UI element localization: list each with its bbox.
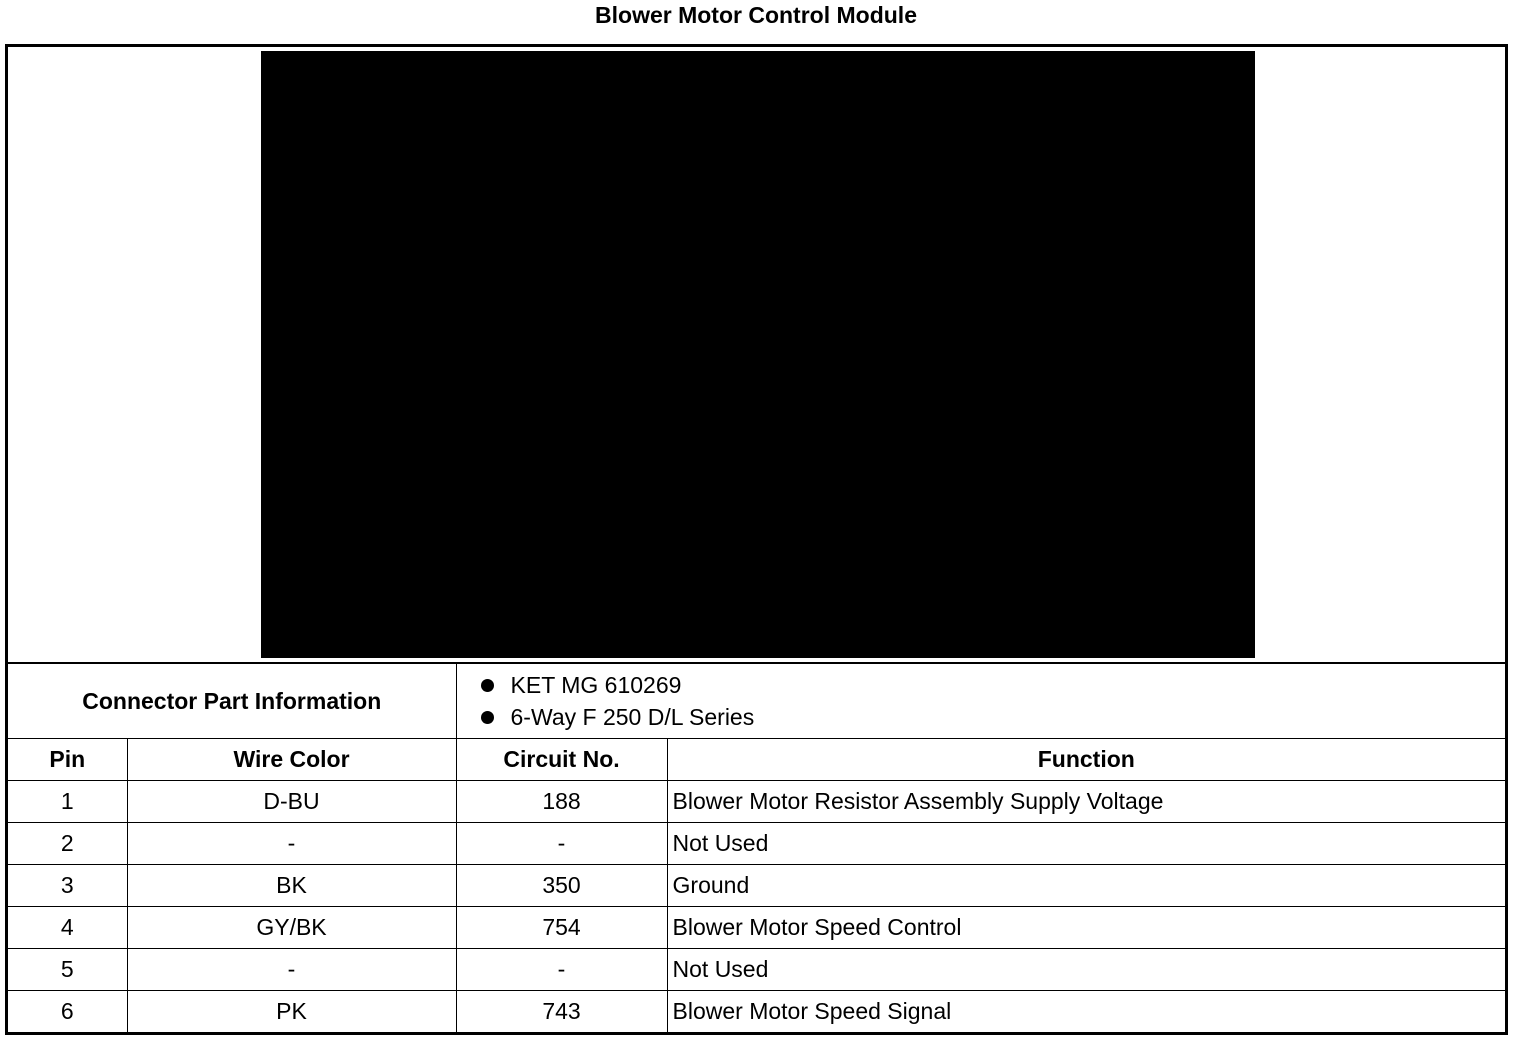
header-pin: Pin <box>8 739 127 781</box>
connector-part-info-text: KET MG 610269 <box>510 672 682 698</box>
pin-cell: 2 <box>8 823 127 865</box>
pin-cell: 3 <box>8 865 127 907</box>
circuit-no-cell: 743 <box>456 991 667 1033</box>
header-wire-color: Wire Color <box>127 739 456 781</box>
table-row <box>8 949 1505 991</box>
circuit-no-cell: 350 <box>456 865 667 907</box>
connector-image-area <box>8 47 1505 664</box>
connector-image <box>261 51 1255 658</box>
circuit-no-cell: - <box>456 949 667 991</box>
pin-cell: 5 <box>8 949 127 991</box>
table-header-row <box>8 739 1505 781</box>
function-cell: Blower Motor Resistor Assembly Supply Voltage <box>667 781 1505 823</box>
pinout-table <box>8 664 1505 1032</box>
connector-part-info-cell <box>456 664 1505 739</box>
header-function: Function <box>667 739 1505 781</box>
function-cell: Not Used <box>667 823 1505 865</box>
circuit-no-cell: - <box>456 823 667 865</box>
table-row <box>8 823 1505 865</box>
pin-cell: 1 <box>8 781 127 823</box>
connector-part-info-list <box>457 669 1506 733</box>
function-cell: Blower Motor Speed Signal <box>667 991 1505 1033</box>
wire-color-cell: BK <box>127 865 456 907</box>
connector-part-info-item <box>481 669 1506 701</box>
circuit-no-cell: 188 <box>456 781 667 823</box>
header-circuit-no: Circuit No. <box>456 739 667 781</box>
wire-color-cell: - <box>127 949 456 991</box>
wire-color-cell: D-BU <box>127 781 456 823</box>
pin-cell: 4 <box>8 907 127 949</box>
table-row <box>8 865 1505 907</box>
circuit-no-cell: 754 <box>456 907 667 949</box>
function-cell: Not Used <box>667 949 1505 991</box>
table-row <box>8 907 1505 949</box>
bullet-icon <box>481 711 494 724</box>
function-cell: Ground <box>667 865 1505 907</box>
bullet-icon <box>481 679 494 692</box>
wire-color-cell: PK <box>127 991 456 1033</box>
connector-part-info-text: 6-Way F 250 D/L Series <box>510 704 755 730</box>
table-row <box>8 991 1505 1033</box>
table-row <box>8 781 1505 823</box>
function-cell: Blower Motor Speed Control <box>667 907 1505 949</box>
connector-part-info-label: Connector Part Information <box>8 664 456 739</box>
pin-cell: 6 <box>8 991 127 1033</box>
connector-part-info-row <box>8 664 1505 739</box>
document-title: Blower Motor Control Module <box>595 2 917 28</box>
wire-color-cell: - <box>127 823 456 865</box>
connector-part-info-item <box>481 701 1506 733</box>
wire-color-cell: GY/BK <box>127 907 456 949</box>
connector-frame <box>5 44 1508 1035</box>
